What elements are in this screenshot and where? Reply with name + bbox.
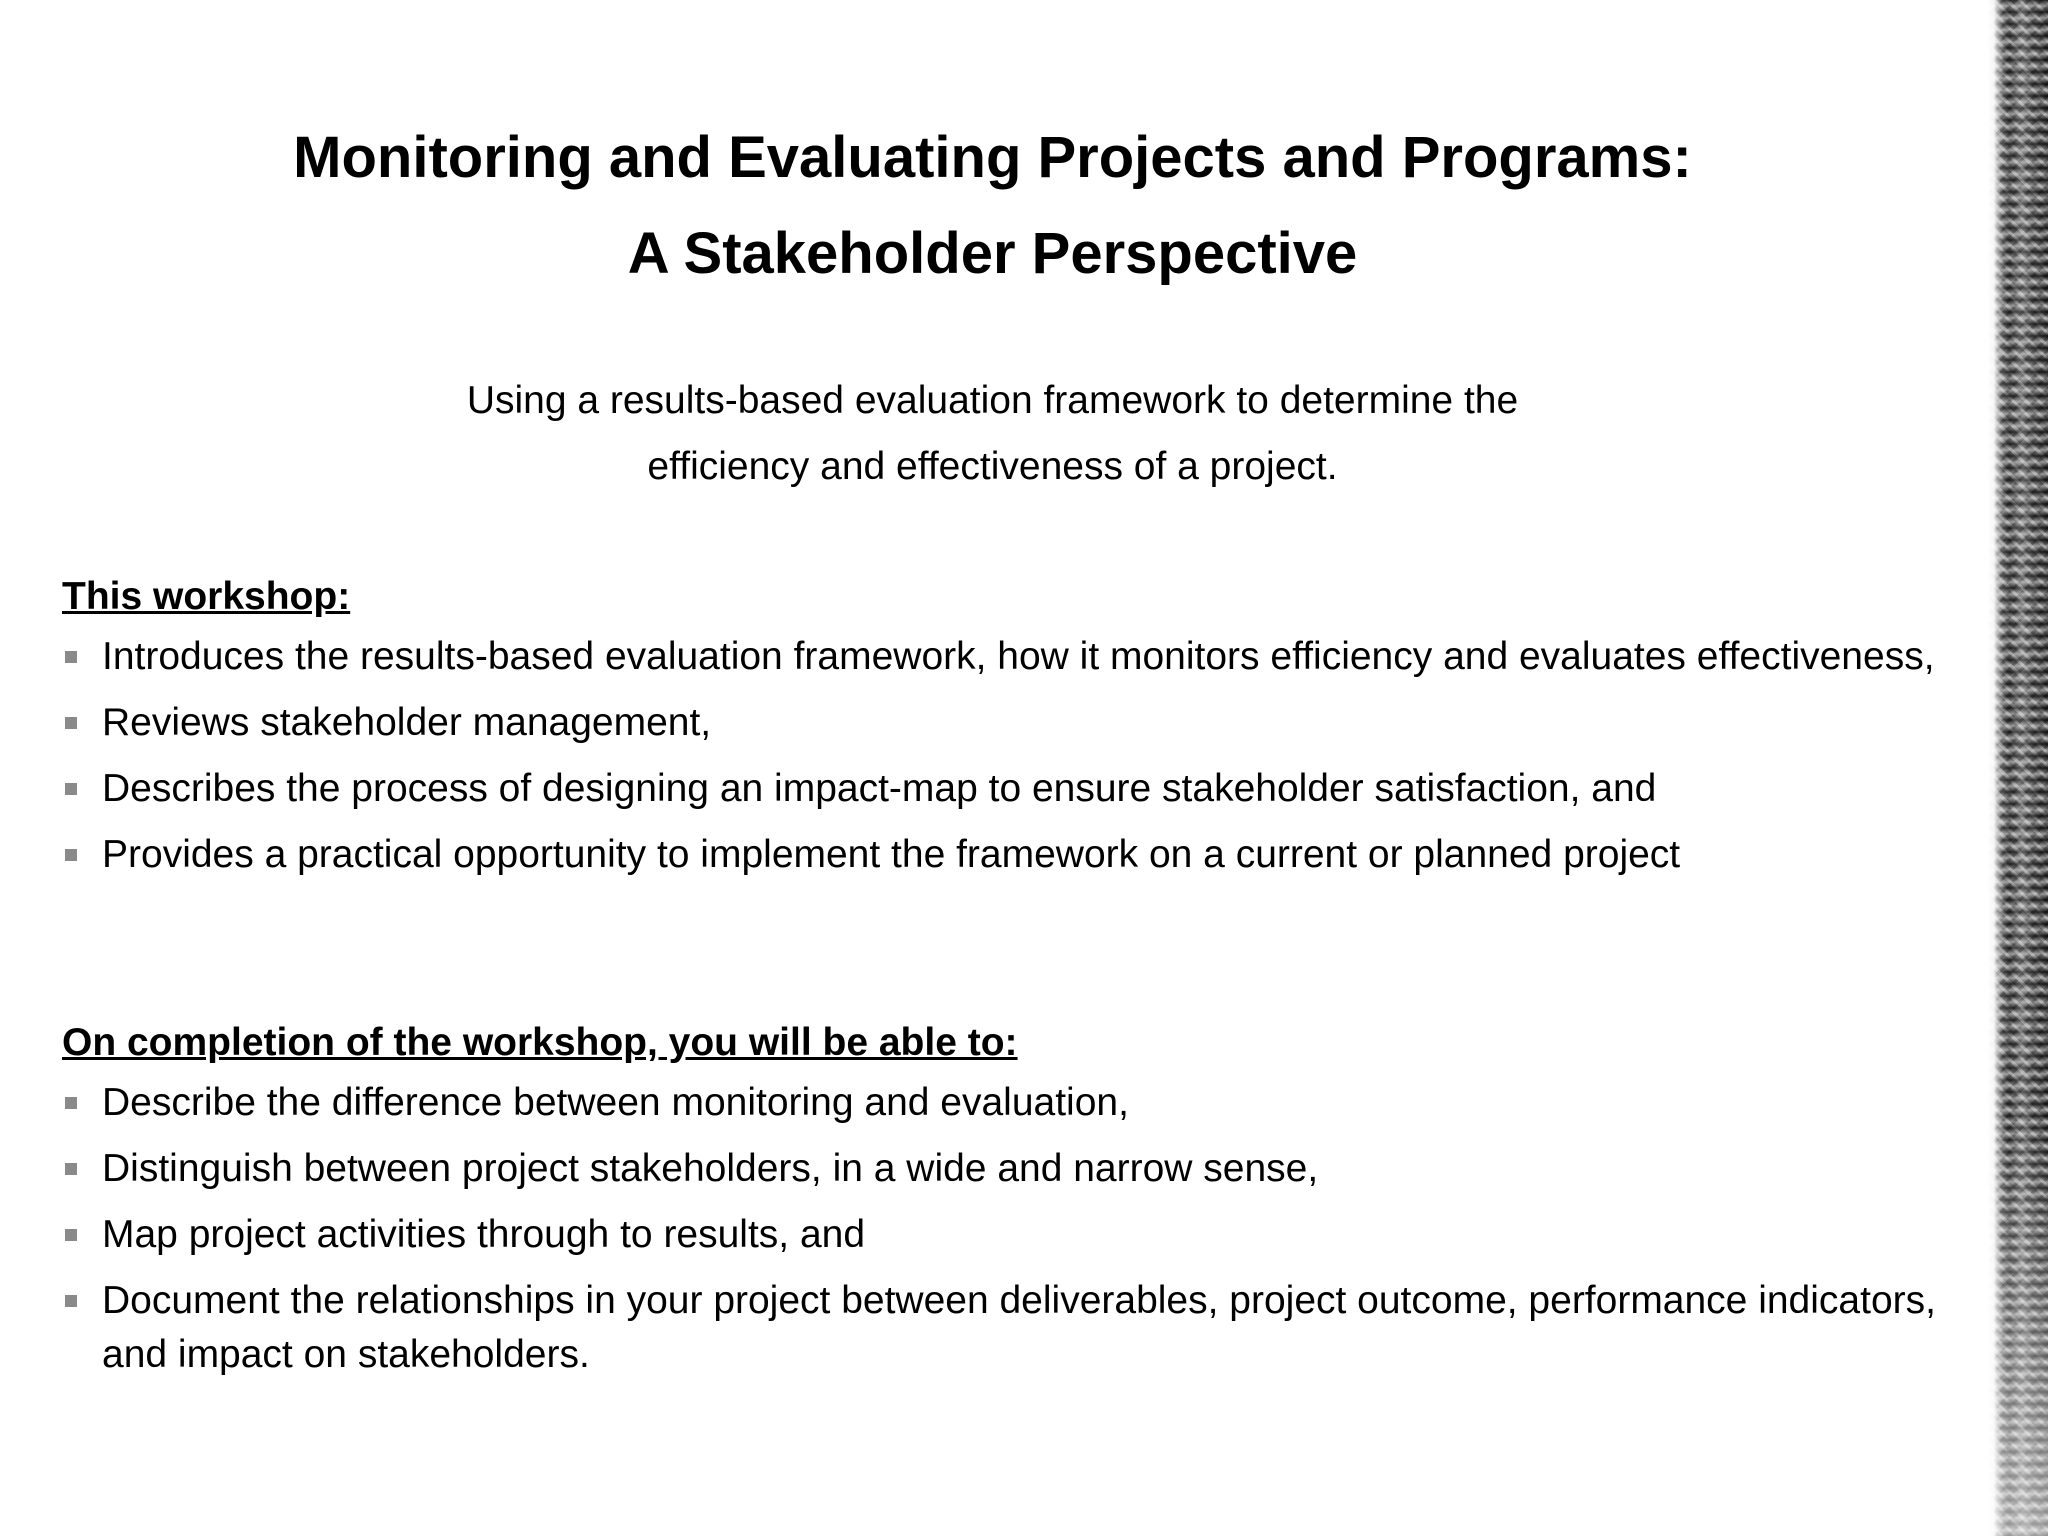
list-item-text: Document the relationships in your project between deliverables, project outcome, performance indicators, and impact on stakeholders. [102, 1279, 1936, 1376]
square-bullet-icon [65, 1295, 77, 1307]
square-bullet-icon [65, 1163, 77, 1175]
slide-title [0, 110, 1985, 302]
square-bullet-icon [65, 717, 77, 729]
list-item [62, 1076, 1942, 1130]
outcomes-section [62, 1018, 1942, 1394]
list-item [62, 696, 1942, 750]
list-item [62, 630, 1942, 684]
list-item [62, 1142, 1942, 1196]
list-item [62, 762, 1942, 816]
square-bullet-icon [65, 849, 77, 861]
list-item-text: Describes the process of designing an impact-map to ensure stakeholder satisfaction, and [102, 767, 1657, 810]
subtitle-line-2: efficiency and effectiveness of a project. [647, 445, 1338, 488]
list-item-text: Describe the difference between monitoring and evaluation, [102, 1081, 1129, 1124]
list-item [62, 1274, 1942, 1382]
list-item-text: Distinguish between project stakeholders, in a wide and narrow sense, [102, 1147, 1319, 1190]
decorative-side-band [1988, 0, 2048, 1536]
workshop-section [62, 572, 1942, 894]
outcomes-list [62, 1076, 1942, 1382]
list-item-text: Reviews stakeholder management, [102, 701, 712, 744]
square-bullet-icon [65, 1097, 77, 1109]
list-item-text: Map project activities through to results, and [102, 1213, 866, 1256]
square-bullet-icon [65, 783, 77, 795]
list-item [62, 828, 1942, 882]
list-item-text: Provides a practical opportunity to implement the framework on a current or planned project [102, 833, 1681, 876]
list-item [62, 1208, 1942, 1262]
outcomes-heading: On completion of the workshop, you will be able to: [62, 1021, 1018, 1064]
workshop-list [62, 630, 1942, 882]
square-bullet-icon [65, 651, 77, 663]
list-item-text: Introduces the results-based evaluation framework, how it monitors efficiency and evaluates effectiveness, [102, 635, 1935, 678]
subtitle-line-1: Using a results-based evaluation framework to determine the [466, 379, 1519, 422]
workshop-heading: This workshop: [62, 575, 351, 618]
slide-subtitle [0, 368, 1985, 500]
square-bullet-icon [65, 1229, 77, 1241]
title-line-2: A Stakeholder Perspective [627, 221, 1358, 286]
title-line-1: Monitoring and Evaluating Projects and Programs: [293, 125, 1692, 190]
